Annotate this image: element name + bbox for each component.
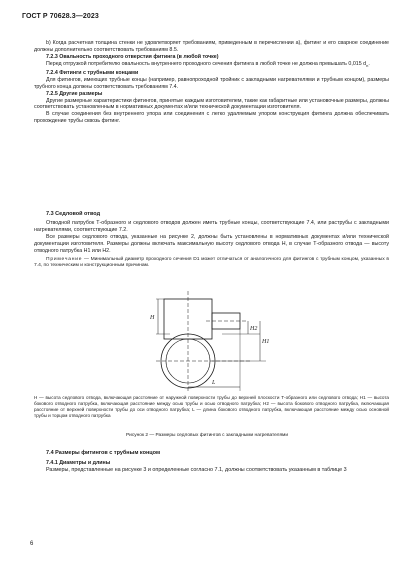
page-header: ГОСТ Р 70628.3—2023 [22,13,99,20]
note [34,257,389,270]
figure-caption: Рисунок 2 — Размеры седловых фитингов с закладными нагревателями [125,433,289,438]
label-h1: H1 [262,339,270,345]
label-l: L [212,380,216,386]
paragraph-b: b) Когда расчетная толщина стенки не удовлетворяет требованиям, приведенным в перечислении а), фитинг и его сварное соединение должны дополнительно соответствовать требованиям 8.5. [34,40,389,53]
figure-legend: H — высота седлового отвода, включающая расстояние от наружной поверхности трубы до верхней плоскости Т-образного или седлового отвода; H1 — высота бокового отводного патрубка, включающая расстояние между осью трубы и осью отводного патрубка; H2 — высота бокового отводного патрубка, включающая расстояние от верхней поверхности трубы до оси отводного патрубка; L — длина бокового отводного патрубка, включающая расстояние между осью основной трубы и торцом отводного патрубка [34,395,389,418]
figure-2-saddle-fitting [140,283,285,393]
page-number: 6 [30,541,34,547]
note-label: Примечание [46,256,83,262]
label-h: H [150,315,155,321]
heading-7-2-3: 7.2.3 Овальность проходного отверстия фитинга (в любой точке) [46,53,219,60]
section-7-4 [34,449,389,474]
heading-7-2-4: 7.2.4 Фитинги с трубными концами [46,69,139,76]
paragraph-7-4-1: Размеры, представленные на рисунке 3 и определенные согласно 7.1, должны соответствовать указанным в таблице 3 [46,467,347,473]
heading-7-4-1: 7.4.1 Диаметры и длины [46,460,111,466]
paragraph-ovality: Перед отгрузкой потребителю овальность внутреннего проходного сечения фитинга в любой точке не должна превышать 0,015 $d_n$. [46,60,370,68]
paragraph-7-2-4: Для фитингов, имеющих трубные концы (например, равнопроходной тройник с закладными нагревателями и трубным концом), размеры трубного конца должны соответствовать требованиям 7.4. [34,76,389,90]
heading-7-3: 7.3 Седловой отвод [46,211,101,217]
label-h2: H2 [250,326,258,332]
note-text: — Минимальный диаметр проходного сечения D1 может отличаться от аналогичного для фитингов с трубным концом, указанных в 7.4, по техническим и конструкционным причинам. [34,256,389,268]
upper-text [34,40,389,125]
heading-7-2-5: 7.2.5 Другие размеры [46,90,103,97]
paragraph-7-2-5a: Другие размерные характеристики фитингов, принятые каждым изготовителем, такие как габаритные или установочные размеры, должны соответствовать установленным в нормативных документах и/или технической документации изготовителя. [34,97,389,111]
paragraph-7-3-2: Все размеры седлового отвода, указанные на рисунке 2, должны быть установлены в нормативных документах и/или технической документации изготовителя. Размеры должны включать максимальную высоту седлового отвода H, в случае Т-образного отвода — высоту отводного патрубка H1 или H2. [34,233,389,254]
paragraph-7-3-1: Отводной патрубок Т-образного и седлового отводов должен иметь трубные концы, соответствующие 7.4, или раструбы с закладными нагревателями, соответствующие 7.2. [34,220,389,233]
heading-7-4: 7.4 Размеры фитингов с трубным концом [46,450,161,456]
section-7-3 [34,210,389,269]
paragraph-7-2-5b: В случае соединения без внутреннего упора или соединения с легко удаляемым упором конструкция фитинга должна обеспечивать прохождение трубы сквозь фитинг. [34,111,389,125]
